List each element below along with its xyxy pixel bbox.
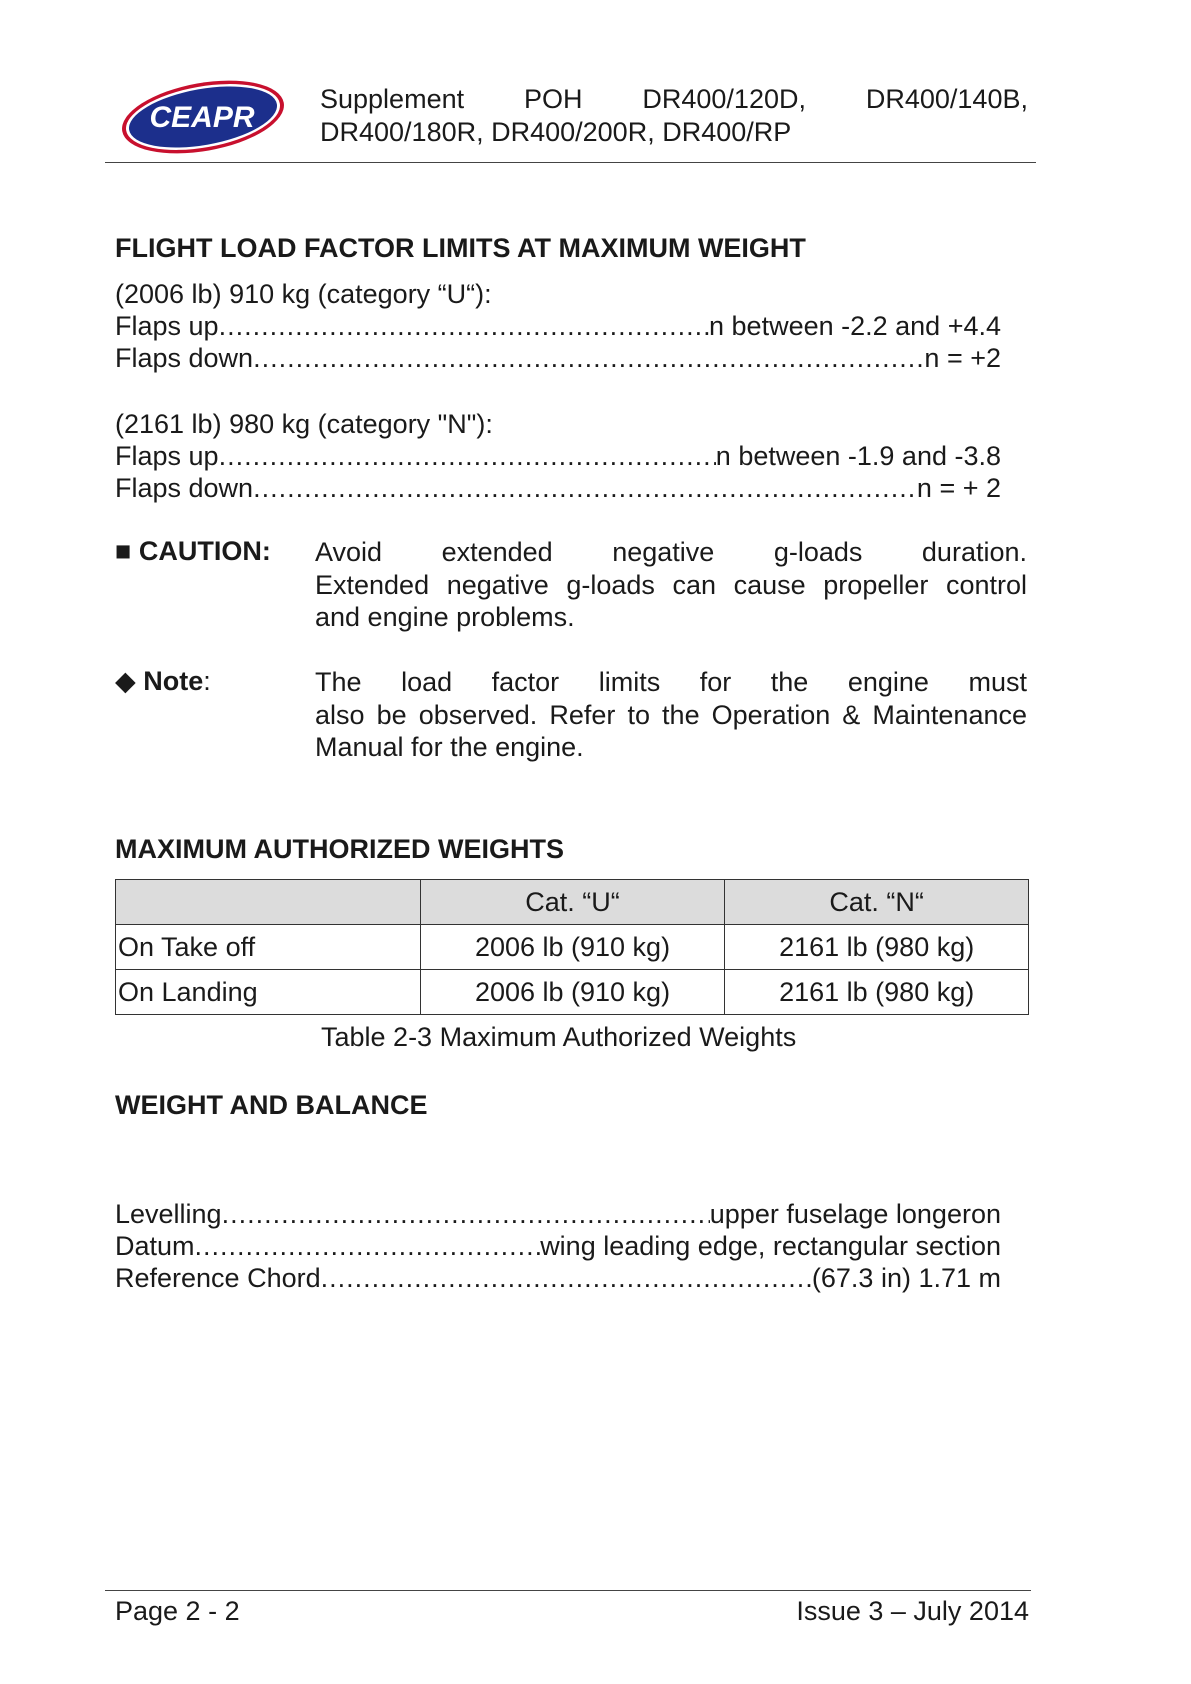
table-row (116, 925, 1029, 970)
max-weights-heading: MAXIMUM AUTHORIZED WEIGHTS (115, 834, 564, 864)
header-title-line1 (320, 84, 1028, 115)
header-word: DR400/140B, (865, 84, 1028, 114)
header-rule (105, 162, 1036, 163)
note-line: The load factor limits for the engine must (315, 667, 1027, 697)
dot-leader (219, 441, 716, 472)
table-header-row (116, 880, 1029, 925)
caution-line: and engine problems. (315, 602, 575, 632)
table-header-cell (116, 880, 421, 925)
row-label: Flaps up (115, 441, 219, 471)
row-label: Reference Chord (115, 1263, 321, 1293)
dot-leader (253, 343, 924, 374)
table-header-cell: Cat. “N“ (725, 880, 1029, 925)
table-cell: On Landing (116, 970, 421, 1015)
dot-leader (321, 1263, 812, 1294)
dot-leader (253, 473, 917, 504)
row-value: (67.3 in) 1.71 m (811, 1263, 1001, 1293)
caution-line: Avoid extended negative g-loads duration. (315, 537, 1027, 567)
table-row (116, 970, 1029, 1015)
weight-balance-heading: WEIGHT AND BALANCE (115, 1090, 428, 1120)
row-value: n = +2 (924, 343, 1001, 373)
table-cell: On Take off (116, 925, 421, 970)
max-weights-table (115, 879, 1029, 1015)
caution-label: ■ CAUTION: (115, 536, 271, 566)
row-value: wing leading edge, rectangular section (540, 1231, 1001, 1261)
header-word: DR400/120D, (642, 84, 806, 114)
row-value: n between -2.2 and +4.4 (709, 311, 1001, 341)
flight-load-heading: FLIGHT LOAD FACTOR LIMITS AT MAXIMUM WEIGHT (115, 233, 806, 263)
dot-leader (222, 1199, 710, 1230)
row-label: Flaps down (115, 343, 254, 373)
cat-u-flaps-down-row (115, 343, 1001, 374)
cat-n-flaps-up-row (115, 441, 1001, 472)
header-word: Supplement (320, 84, 465, 114)
note-text (315, 666, 1027, 764)
cat-u-caption: (2006 lb) 910 kg (category “U“): (115, 279, 492, 309)
ceapr-logo (118, 78, 288, 156)
dot-leader (195, 1231, 541, 1262)
table-header-cell: Cat. “U“ (420, 880, 725, 925)
row-value: upper fuselage longeron (709, 1199, 1001, 1229)
header-title-line2: DR400/180R, DR400/200R, DR400/RP (320, 117, 792, 147)
table-caption: Table 2-3 Maximum Authorized Weights (321, 1022, 797, 1052)
header-word: POH (523, 84, 583, 114)
caution-square-icon: ■ (115, 536, 132, 566)
datum-row (115, 1231, 1001, 1262)
cat-n-caption: (2161 lb) 980 kg (category "N"): (115, 409, 493, 439)
cat-u-flaps-up-row (115, 311, 1001, 342)
row-value: n = + 2 (916, 473, 1001, 503)
note-line: also be observed. Refer to the Operation & Maintenance (315, 699, 1027, 730)
footer-rule (105, 1590, 1031, 1591)
note-diamond-icon: ◆ (115, 666, 136, 696)
logo-text: CEAPR (149, 101, 255, 134)
caution-text (315, 536, 1027, 634)
note-line: Manual for the engine. (315, 732, 584, 762)
row-label: Datum (115, 1231, 195, 1261)
note-label: ◆ Note: (115, 666, 211, 696)
page-number: Page 2 - 2 (115, 1596, 240, 1626)
table-cell: 2161 lb (980 kg) (725, 970, 1029, 1015)
row-label: Levelling (115, 1199, 222, 1229)
cat-n-flaps-down-row (115, 473, 1001, 504)
table-cell: 2161 lb (980 kg) (725, 925, 1029, 970)
dot-leader (219, 311, 709, 342)
issue-date: Issue 3 – July 2014 (796, 1596, 1029, 1626)
table-cell: 2006 lb (910 kg) (420, 925, 725, 970)
table-cell: 2006 lb (910 kg) (420, 970, 725, 1015)
caution-line: Extended negative g-loads can cause propeller control (315, 569, 1027, 600)
row-value: n between -1.9 and -3.8 (715, 441, 1001, 471)
row-label: Flaps up (115, 311, 219, 341)
reference-chord-row (115, 1263, 1001, 1294)
levelling-row (115, 1199, 1001, 1230)
row-label: Flaps down (115, 473, 254, 503)
